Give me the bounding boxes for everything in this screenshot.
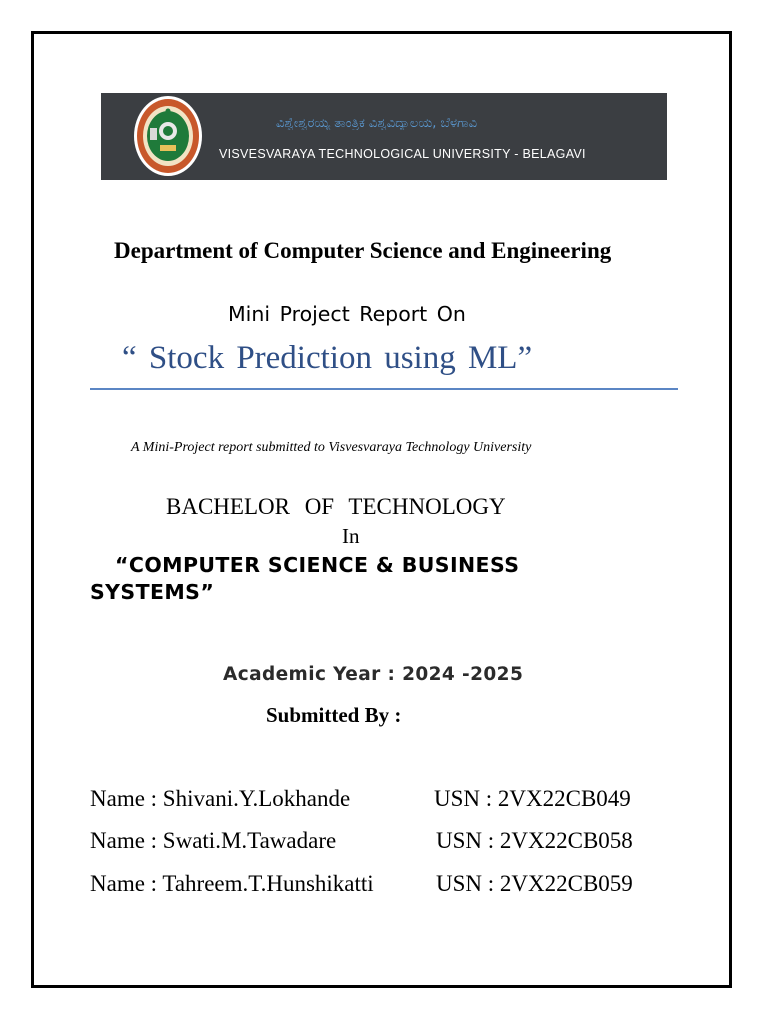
report-label: Mini Project Report On <box>228 302 466 326</box>
student-name: Name : Swati.M.Tawadare <box>90 828 337 853</box>
university-name: VISVESVARAYA TECHNOLOGICAL UNIVERSITY - BELAGAVI <box>219 147 586 161</box>
student-usn: USN : 2VX22CB058 <box>436 828 633 853</box>
department-heading: Department of Computer Science and Engineering <box>114 238 612 263</box>
svg-text:ವಿಶ್ವೇಶ್ವರಯ್ಯ ತಾಂತ್ರಿಕ ವಿಶ್ವವಿ: ವಿಶ್ವೇಶ್ವರಯ್ಯ ತಾಂತ್ರಿಕ ವಿಶ್ವವಿದ್ಯಾಲಯ, ಬೆಳಗಾವಿ <box>276 116 478 130</box>
submission-statement: A Mini-Project report submitted to Visvesvaraya Technology University <box>131 440 532 455</box>
kannada-title <box>276 116 576 130</box>
student-name: Name : Shivani.Y.Lokhande <box>90 786 351 811</box>
university-banner <box>101 93 667 180</box>
in-label: In <box>342 524 360 548</box>
title-underline <box>90 388 678 390</box>
branch-name: “COMPUTER SCIENCE & BUSINESS SYSTEMS” <box>90 553 520 604</box>
university-seal-icon <box>133 95 203 177</box>
project-title: “ Stock Prediction using ML” <box>122 340 533 376</box>
student-usn: USN : 2VX22CB059 <box>436 871 633 896</box>
academic-year: Academic Year : 2024 -2025 <box>223 664 524 685</box>
submitted-by-label: Submitted By : <box>266 703 402 727</box>
student-name: Name : Tahreem.T.Hunshikatti <box>90 871 374 896</box>
degree-title: BACHELOR OF TECHNOLOGY <box>166 494 506 519</box>
student-usn: USN : 2VX22CB049 <box>434 786 631 811</box>
